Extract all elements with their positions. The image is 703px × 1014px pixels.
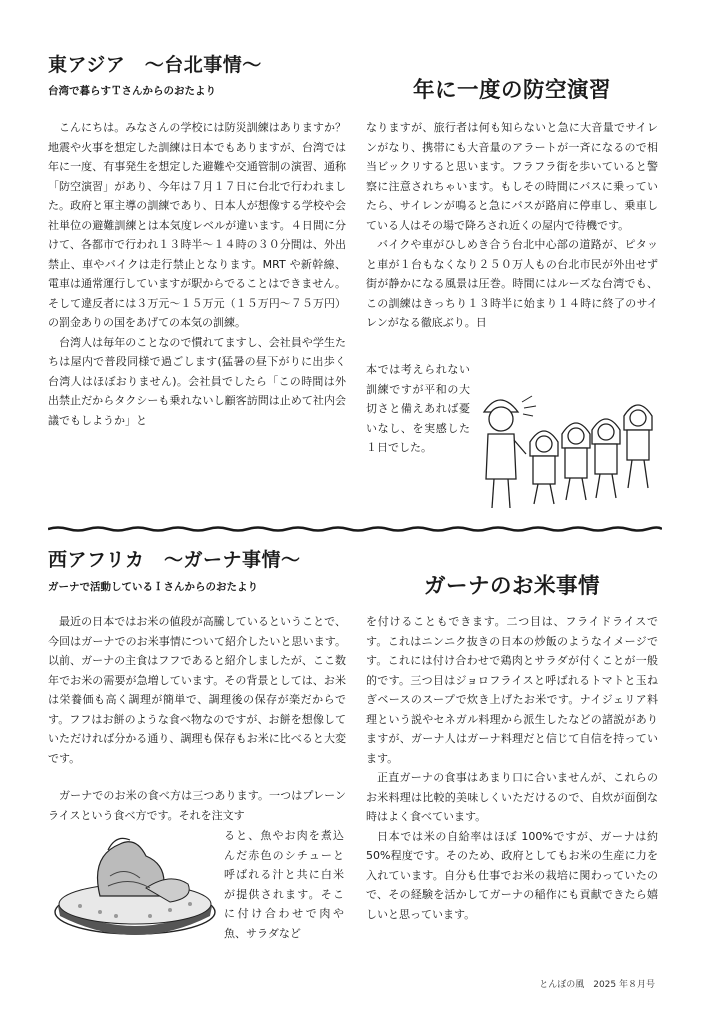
footer-issue: とんぼの風 2025 年８月号: [539, 980, 655, 990]
taipei-left-para-1: こんにちは。みなさんの学校には防災訓練はありますか？地震や火事を想定した訓練は日本でもありますが、台湾では年に一度、有事発生を想定した避難や交通管制の演習、通称「防空演習」があり、今年は７月１７日に台北で行われました。政府と軍主導の訓練であり、日本人が想像する学校や会社単位の避難訓練とは本気度レベルが違います。４日間に分けて、各都市で行われ１３時半～１４時の３０分間は、外出禁止、車やバイクは走行禁止となります。MRT や新幹線、電車は通常運行していますが駅からでることはできません。そして違反者には３万元～１５万元（１５万円～７５万円）の罰金ありの国をあげての本気の訓練。: [48, 121, 346, 329]
ghana-right-column: [366, 612, 658, 924]
section-divider: [48, 526, 662, 532]
taipei-left-column: [48, 118, 346, 430]
ghana-region-title: 西アフリカ ～ガーナ事情～: [48, 549, 301, 571]
ghana-left-para-1: 最近の日本ではお米の値段が高騰しているということで、今回はガーナでのお米事情について紹介したいと思います。以前、ガーナの主食はフフであると紹介しましたが、ここ数年でお米の需要が急増しています。その背景としては、お米は栄養価も高く調理が簡単で、調理後の保存が楽だからです。フフはお餅のような食べ物なのですが、お餅を想像していただければ分かる通り、調理も保存もお米に比べると大変です。: [48, 615, 346, 765]
taipei-right-continuation: なりますが、旅行者は何も知らないと急に大音量でサイレンがなり、携帯にも大音量のアラートが一斉になるので相当ビックリすると思います。フラフラ街を歩いていると警察に注意されちゃいます。もしその時間にバスに乗っていたら、サイレンが鳴ると急にバスが路肩に停車し、乗車している人はその場で降ろされ近くの屋内で待機です。: [366, 121, 658, 232]
taipei-headline: 年に一度の防空演習: [412, 78, 611, 103]
taipei-region-title: 東アジア ～台北事情～: [48, 54, 262, 76]
ghana-subtitle: ガーナで活動しているＩさんからのおたより: [48, 581, 258, 593]
ghana-headline: ガーナのお米事情: [423, 574, 600, 599]
ghana-left-column: [48, 612, 346, 768]
ghana-left-column-2: [48, 786, 346, 825]
taipei-right-para: バイクや車がひしめき合う台北中心部の道路が、ピタッと車が１台もなくなり２５０万人もの台北市民が外出せず街が静かになる風景は圧巻。時間にはルーズな台湾でも、この訓練はきっちり１３時半に始まり１４時に終了のサイレンがなる徹底ぶり。日: [366, 238, 658, 329]
ghana-right-para-2: 正直ガーナの食事はあまり口に合いませんが、これらのお米料理は比較的美味しくいただけるので、自炊が面倒な時はよく食べています。: [366, 771, 658, 823]
taipei-right-wrap-para: 本では考えられない訓練ですが平和の大切さと備えあれば憂いなし、を実感した１日でした。: [366, 363, 470, 454]
taipei-left-para-2: 台湾人は毎年のことなので慣れてますし、会社員や学生たちは屋内で普段同様で過ごします(猛暑の昼下がりに出歩く台湾人はほぼおりません)。会社員でしたら「この時間は外出禁止だからタクシーも乗れないし顧客訪問は止めて社内会議でもしようか」と: [48, 335, 346, 427]
taipei-right-column: [366, 118, 658, 333]
taipei-right-wrap-text: [366, 360, 470, 458]
evacuation-drill-illustration: [478, 384, 664, 514]
ghana-left-para-2-side: ると、魚やお肉を煮込んだ赤色のシチューと呼ばれる汁と共に白米が提供されます。そこに付け合わせで肉や魚、サラダなど: [224, 829, 344, 940]
rice-dish-illustration-front: [50, 826, 220, 944]
taipei-subtitle: 台湾で暮らすＴさんからのおたより: [48, 85, 216, 97]
ghana-right-para-1: を付けることもできます。二つ目は、フライドライスです。これはニンニク抜きの日本の炒飯のようなイメージです。これには付け合わせで鶏肉とサラダが付くことが一般的です。三つ目はジョロフライスと呼ばれるトマトと玉ねぎベースのスープで炊き上げたお米です。ナイジェリア料理という説やセネガル料理から派生したなどの諸説がありますが、ガーナ人はガーナ料理だと信じて自信を持っています。: [366, 615, 658, 765]
ghana-right-para-3: 日本では米の自給率はほぼ 100%ですが、ガーナは約 50%程度です。そのため、政府としてもお米の生産に力を入れています。自分も仕事でお米の栽培に関わっていたので、その経験を活かしてガーナの稲作にも貢献できたら嬉しいと思っています。: [366, 829, 658, 921]
ghana-left-para-2-top: ガーナでのお米の食べ方は三つあります。一つはプレーンライスという食べ方です。それを注文す: [48, 789, 346, 822]
